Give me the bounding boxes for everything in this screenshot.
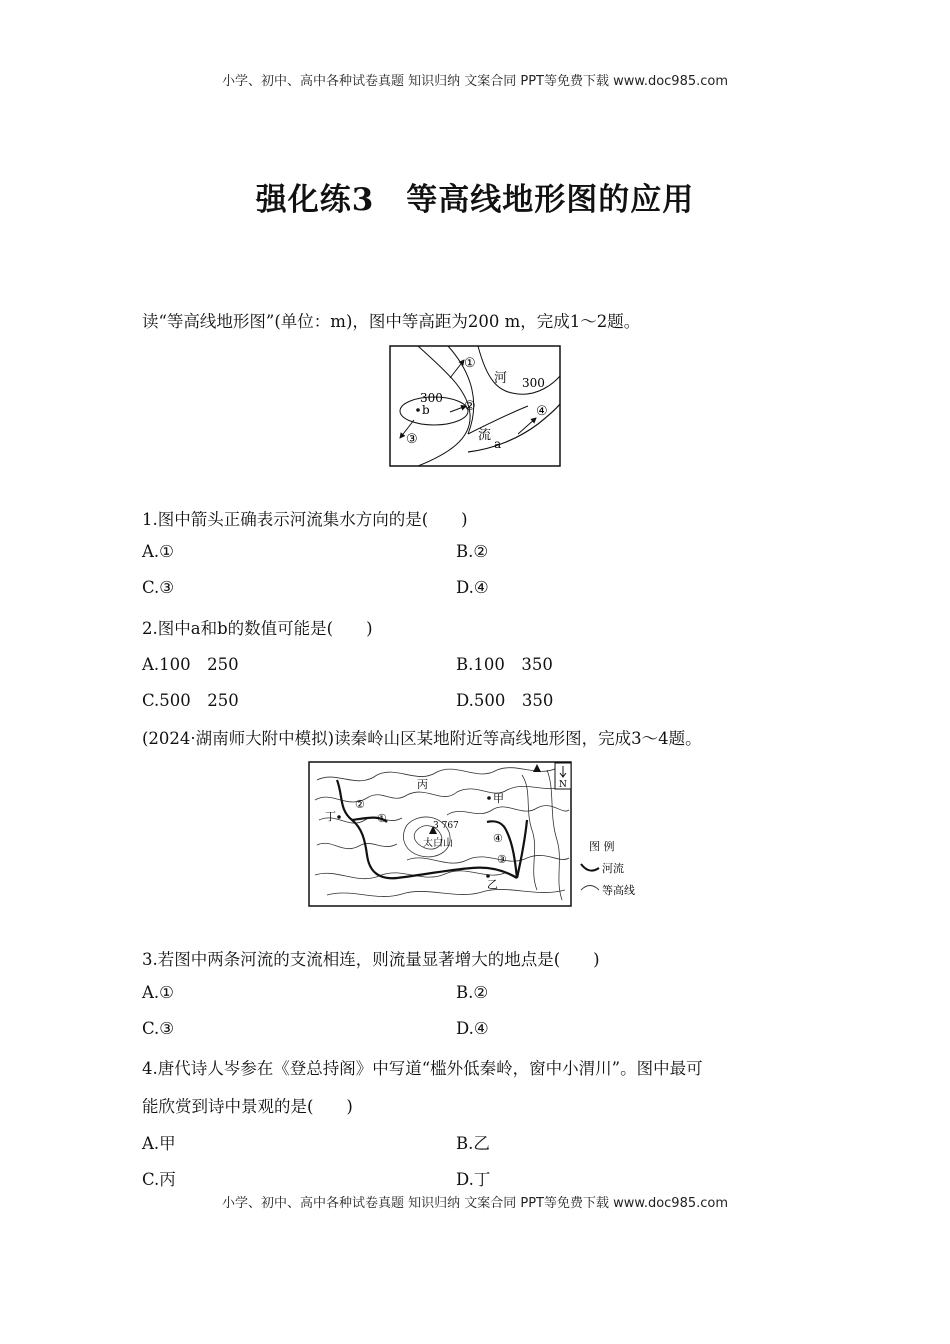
q4-option-a[interactable]: A.甲 xyxy=(142,1134,176,1153)
map1-label-4: ④ xyxy=(536,404,548,419)
q3-option-b[interactable]: B.② xyxy=(456,983,489,1002)
map2-marker-3: ③ xyxy=(497,853,507,866)
intro-text-1: 读“等高线地形图”(单位：m)，图中等高距为200 m，完成1～2题。 xyxy=(142,312,641,331)
q1-stem: 1.图中箭头正确表示河流集水方向的是( ) xyxy=(142,510,468,529)
map2-label-bing: 丙 xyxy=(417,778,428,791)
q2-option-c[interactable]: C.500 250 xyxy=(142,691,239,710)
q2-option-a[interactable]: A.100 250 xyxy=(142,655,239,674)
q2-option-d[interactable]: D.500 350 xyxy=(456,691,554,710)
legend-river-symbol xyxy=(581,864,599,871)
map2-marker-2: ② xyxy=(355,798,365,811)
intro-text-2: (2024·湖南师大附中模拟)读秦岭山区某地附近等高线地形图，完成3～4题。 xyxy=(142,729,702,748)
page-title: 强化练3 等高线地形图的应用 xyxy=(255,182,695,218)
q1-option-b[interactable]: B.② xyxy=(456,542,489,561)
q3-option-a[interactable]: A.① xyxy=(142,983,174,1002)
q4-option-d[interactable]: D.丁 xyxy=(456,1170,491,1189)
q1-option-a[interactable]: A.① xyxy=(142,542,174,561)
map1-point-b: b xyxy=(422,403,430,417)
map2-elevation: 3 767 xyxy=(433,821,459,831)
q4-stem-line1: 4.唐代诗人岑参在《登总持阁》中写道“槛外低秦岭，窗中小渭川”。图中最可 xyxy=(142,1059,703,1078)
map2-label-ding: 丁 xyxy=(325,810,336,823)
map1-contour-300-left: 300 xyxy=(420,391,443,405)
page-header: 小学、初中、高中各种试卷真题 知识归纳 文案合同 PPT等免费下载 www.doc985.com xyxy=(221,74,729,89)
q1-option-c[interactable]: C.③ xyxy=(142,578,175,597)
q1-option-d[interactable]: D.④ xyxy=(456,578,489,597)
map1-label-1: ① xyxy=(464,356,476,371)
map2-peak-name: 太白山 xyxy=(423,838,453,849)
q4-stem-line2: 能欣赏到诗中景观的是( ) xyxy=(142,1097,353,1116)
map2-marker-1: ① xyxy=(377,812,387,825)
q4-option-b[interactable]: B.乙 xyxy=(456,1134,490,1153)
map2-label-jia: 甲 xyxy=(493,792,504,805)
legend-river-label: 河流 xyxy=(602,862,624,875)
q2-stem: 2.图中a和b的数值可能是( ) xyxy=(142,619,373,638)
map2-marker-4: ④ xyxy=(493,832,503,845)
legend-title: 图 例 xyxy=(589,840,615,853)
legend-contour-symbol xyxy=(581,886,599,891)
q3-option-d[interactable]: D.④ xyxy=(456,1019,489,1038)
map1-contour-300-right: 300 xyxy=(522,376,545,390)
map1-river-char-he: 河 xyxy=(494,371,508,386)
map1-label-3: ③ xyxy=(406,432,418,447)
map1-river-char-liu: 流 xyxy=(478,428,492,443)
map1-point-a: a xyxy=(494,437,502,451)
north-label: N xyxy=(559,780,567,790)
q3-option-c[interactable]: C.③ xyxy=(142,1019,175,1038)
legend-contour-label: 等高线 xyxy=(602,884,635,897)
contour-map-2 xyxy=(307,760,647,910)
map2-label-yi: 乙 xyxy=(487,878,498,891)
contour-map-1 xyxy=(388,344,562,468)
q2-option-b[interactable]: B.100 350 xyxy=(456,655,553,674)
q4-option-c[interactable]: C.丙 xyxy=(142,1170,176,1189)
page-footer: 小学、初中、高中各种试卷真题 知识归纳 文案合同 PPT等免费下载 www.doc985.com xyxy=(221,1196,729,1211)
map1-label-2: ② xyxy=(464,399,476,414)
q3-stem: 3.若图中两条河流的支流相连，则流量显著增大的地点是( ) xyxy=(142,950,600,969)
